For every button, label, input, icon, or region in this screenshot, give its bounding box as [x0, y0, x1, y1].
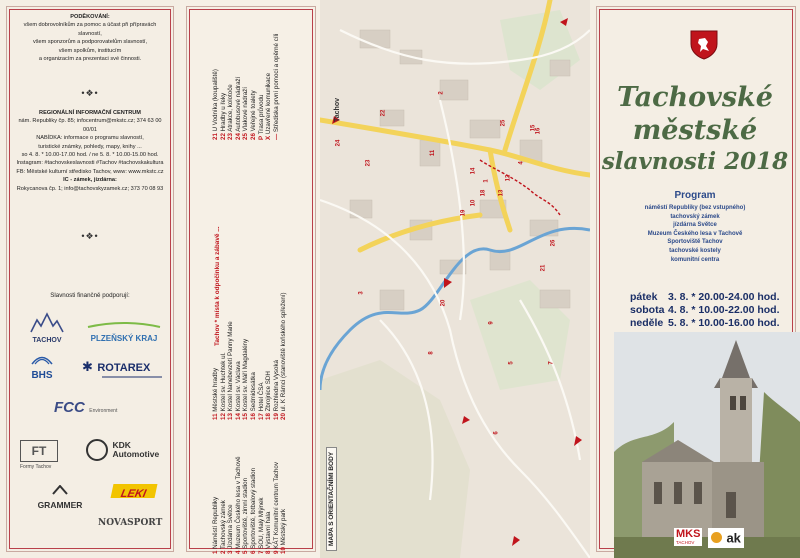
services-list [212, 34, 280, 140]
program-list [590, 204, 800, 264]
services-item [265, 34, 273, 140]
map-point-number: 16 [535, 127, 542, 135]
info-title: REGIONÁLNÍ INFORMAČNÍ CENTRUM [39, 110, 141, 116]
fcc-logo: FCC Environment [54, 399, 118, 416]
date-row: pátek 3. 8. * 20.00-24.00 hod. [630, 291, 780, 303]
item-label: Uzavřené komunikace [265, 72, 273, 135]
services-item [242, 34, 250, 140]
map-point-number: 24 [335, 139, 342, 147]
item-label: Veřejné toalety [249, 90, 257, 132]
sponsors-title: Slavnosti finančně podporují: [50, 292, 130, 299]
thanks-line: a organizacím za prezentaci své činnosti. [38, 56, 142, 63]
item-label: Sportoviště, fotbalový stadion [249, 467, 257, 549]
item-number: 12 [219, 413, 227, 420]
places-item [235, 292, 243, 420]
map-point-number: 4 [518, 161, 525, 165]
item-number: 9 [272, 550, 280, 554]
map-point-number: 12 [505, 174, 512, 182]
points-item [227, 456, 235, 554]
item-label: Sedmidesátka [249, 372, 257, 412]
thanks-line: všem sponzorům a podporovatelům slavností, [32, 39, 148, 46]
map-point-number: 26 [550, 239, 557, 247]
coat-of-arms-icon [690, 30, 718, 65]
item-number: 5 [242, 550, 250, 554]
item-number: 18 [265, 413, 273, 420]
map-point-number: 25 [500, 119, 507, 127]
item-label: Rozhledna Vysoká [272, 360, 280, 412]
map-point-number: 14 [470, 167, 477, 175]
places-title: Tachov * místa k odpočinku a zábavě ... [214, 226, 221, 346]
novasport-logo: NOVASPORT [98, 518, 163, 528]
item-number: 10 [280, 547, 288, 554]
item-label: Kostel sv. Huchtek ul. [219, 352, 227, 412]
map-point-number: 13 [498, 189, 505, 197]
map-point-number: 20 [440, 299, 447, 307]
services-item [220, 34, 228, 140]
info-line: NABÍDKA: informace o programu slavností, [36, 135, 144, 142]
item-label: U Vodníka (koupaliště) [212, 69, 219, 132]
map-point-number: 1 [483, 179, 490, 183]
item-number: 2 [219, 550, 227, 554]
services-item [212, 34, 220, 140]
points-item [258, 456, 266, 554]
title-line-3: slavnosti 2018 [601, 148, 789, 175]
item-number: 23 [227, 133, 235, 140]
places-item [212, 292, 220, 420]
item-label: Hotel ČSA [257, 382, 265, 412]
map-point-number: 3 [358, 291, 365, 295]
item-number: X [265, 135, 273, 140]
program-dates [630, 291, 780, 330]
grammer-logo: GRAMMER [36, 482, 84, 510]
places-item [273, 292, 281, 420]
kdk-automotive-logo: KDK Automotive [86, 439, 170, 461]
map-point-number: 11 [430, 149, 437, 157]
map-point-number: 23 [365, 159, 372, 167]
services-item [250, 34, 258, 140]
item-number: — [272, 133, 280, 140]
item-number: 24 [234, 133, 242, 140]
rotarex-logo: ✱ ROTAREX [82, 358, 172, 378]
points-item [212, 456, 220, 554]
map-graphic [320, 0, 590, 558]
places-item [258, 292, 266, 420]
item-number: 7 [257, 550, 265, 554]
places-item [227, 292, 235, 420]
leki-logo: LEKI [111, 484, 158, 498]
mks-tachov-logo: MKS TACHOV [676, 528, 701, 545]
map-point-number: 10 [470, 199, 477, 207]
ornament-divider: •❖• [81, 231, 99, 241]
item-label: Muzeum Českého lesa v Tachově [234, 456, 242, 549]
item-label: Kostel Nanebevzetí Panny Marie [227, 321, 235, 412]
services-item [235, 34, 243, 140]
zak-swirl-icon [711, 532, 722, 543]
info-line: so 4. 8. * 10.00-17.00 hod. / ne 5. 8. * 10.00-15.00 hod. [21, 152, 159, 159]
item-label: Náměstí Republiky [212, 496, 219, 549]
thanks-title: PODĚKOVÁNÍ: [70, 14, 110, 20]
map-point-number: 21 [540, 264, 547, 272]
item-label: Kostel sv. Václava [234, 361, 242, 412]
item-label: Výstavní hala [265, 511, 273, 549]
title-line-1: Tachovské [617, 82, 773, 113]
services-item [258, 34, 266, 140]
program-item: tachovský zámek [670, 213, 720, 220]
item-number: 25 [242, 133, 250, 140]
item-label: Sportoviště, zimní stadion [242, 477, 250, 549]
map-point-number: 5 [508, 361, 515, 365]
item-label: Trasa průvodu [257, 94, 265, 135]
places-item [265, 292, 273, 420]
map-point-number: 2 [438, 91, 445, 95]
item-label: Atrakce, kolotoče [227, 84, 235, 132]
services-item [227, 34, 235, 140]
item-number: 22 [219, 133, 227, 140]
map-title-box: MAPA S ORIENTAČNÍMI BODY [326, 447, 337, 551]
item-label: Jízdárna Světce [227, 504, 235, 549]
date-row: sobota 4. 8. * 10.00-22.00 hod. [630, 304, 780, 316]
map-point-number: 18 [480, 189, 487, 197]
info-line: Instagram: #tachovskeslavnosti #Tachov #tachovskakultura [16, 160, 164, 167]
item-number: 8 [265, 550, 273, 554]
map-town-label: Tachov [334, 98, 341, 122]
middle-panel [180, 0, 320, 558]
program-item: tachovské kostely [669, 247, 721, 254]
thanks-line: všem dobrovolníkům za pomoc a účast při přípravách slavností, [23, 22, 157, 37]
zak-logo: ak [708, 528, 744, 548]
title-line-2: městské [632, 115, 758, 146]
points-item [280, 456, 288, 554]
info-line: nám. Republiky čp. 85; infocentrum@mkstc.cz; 374 63 00 00/01 [18, 118, 162, 133]
item-number: 19 [272, 413, 280, 420]
places-item [250, 292, 258, 420]
right-panel [590, 0, 800, 558]
date-row: neděle 5. 8. * 10.00-16.00 hod. [630, 317, 780, 329]
tachov-logo: TACHOV [28, 312, 66, 344]
map-point-number: 22 [380, 109, 387, 117]
item-number: 3 [227, 550, 235, 554]
item-number: 26 [249, 133, 257, 140]
item-number: 17 [257, 413, 265, 420]
places-items [212, 292, 288, 420]
item-number: 13 [227, 413, 235, 420]
castle-line: Rokycanova čp. 1; info@tachovskyzamek.cz; 373 70 08 93 [16, 185, 164, 192]
town-map [320, 0, 590, 558]
map-point-number: 19 [460, 209, 467, 217]
item-label: SOU, Malý Mlýnek [257, 497, 265, 549]
map-point-number: 9 [488, 321, 495, 325]
places-item [242, 292, 250, 420]
star-icon: ✱ [82, 359, 93, 374]
item-label: Střediska první pomoci a opěrné cíli [272, 33, 280, 133]
item-label: Městský park [280, 508, 288, 546]
item-label: KÁT Komunitní centrum Tachov [272, 462, 280, 549]
item-label: Městské hradby [212, 368, 219, 412]
points-item [250, 456, 258, 554]
item-number: 16 [249, 413, 257, 420]
map-point-number: 15 [530, 124, 537, 132]
item-number: 4 [234, 550, 242, 554]
item-number: P [257, 135, 265, 140]
plzensky-kraj-logo: PLZEŇSKÝ KRAJ [84, 316, 164, 343]
places-item [280, 292, 288, 420]
item-number: 11 [212, 413, 219, 420]
castle-title: IC - zámek, jízdárna: [63, 177, 117, 184]
map-point-number: 7 [548, 361, 555, 365]
info-line: turistické známky, pohledy, mapy, knihy ... [38, 143, 142, 150]
points-item [265, 456, 273, 554]
program-item: Muzeum Českého lesa v Tachově [647, 230, 743, 237]
program-item: Sportoviště Tachov [667, 239, 723, 246]
points-item [273, 456, 281, 554]
item-label: Hradby u řeky [219, 92, 227, 132]
program-item: jízdárna Světce [673, 222, 717, 229]
thanks-line: všem spolkům, institucím [58, 47, 122, 54]
places-item [220, 292, 228, 420]
item-label: Vlakové nádraží [242, 87, 250, 132]
bhs-logo: BHS [20, 352, 64, 381]
item-label: Zbrojnice SDH [265, 371, 273, 412]
map-point-number: 6 [493, 431, 500, 435]
item-label: Tachovský zámek [219, 500, 227, 549]
points-item [220, 456, 228, 554]
program-item: náměstí Republiky (bez vstupného) [644, 205, 746, 211]
item-label: ul. K Rámci (stanoviště koňského spřežení) [280, 292, 288, 412]
item-number: 15 [242, 413, 250, 420]
formy-tachov-logo: FT Formy Tachov [20, 440, 68, 470]
item-number: 6 [249, 550, 257, 554]
item-label: Autobusové nádraží [234, 76, 242, 132]
points-list [212, 456, 288, 554]
item-number: 1 [212, 550, 219, 554]
program-title: Program [674, 190, 716, 201]
item-label: Kostel sv. Máří Magdalény [242, 338, 250, 412]
points-item [235, 456, 243, 554]
left-panel [0, 0, 180, 558]
map-point-number: 8 [428, 351, 435, 355]
services-item [273, 34, 281, 140]
program-item: komunitní centra [670, 256, 720, 263]
item-number: 21 [212, 133, 219, 140]
item-number: 20 [280, 413, 288, 420]
item-number: 14 [234, 413, 242, 420]
info-line: FB: Městské kulturní středisko Tachov, www: www.mkstc.cz [16, 168, 164, 175]
kdk-circle-icon [86, 439, 108, 461]
ornament-divider: •❖• [81, 88, 99, 98]
church-illustration [614, 332, 800, 558]
points-item [242, 456, 250, 554]
